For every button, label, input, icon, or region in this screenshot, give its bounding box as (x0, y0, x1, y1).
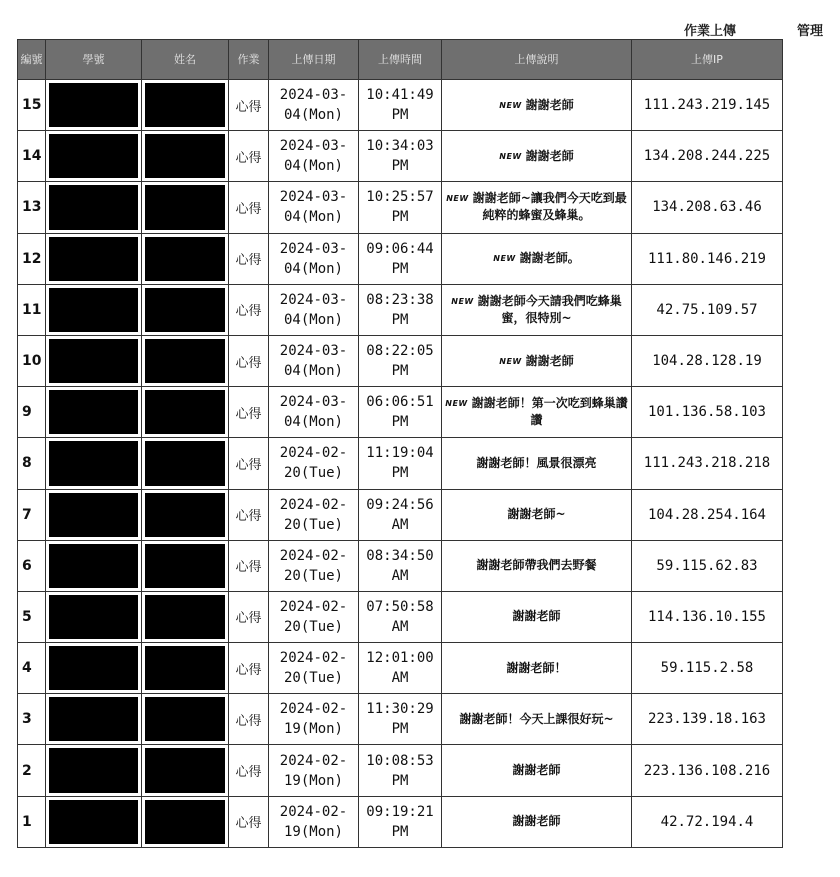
upload-ip: 104.28.254.164 (632, 489, 783, 540)
redacted-block (145, 697, 225, 741)
description-text: 謝謝老師今天請我們吃蜂巢蜜，很特別~ (477, 293, 622, 325)
redacted-block (145, 800, 225, 844)
header-num: 編號 (18, 40, 46, 80)
upload-date: 2024-03-04(Mon) (269, 233, 359, 284)
table-row (18, 745, 783, 796)
row-number: 5 (18, 591, 46, 642)
redacted-block (145, 134, 225, 178)
student-id-cell (46, 745, 142, 796)
upload-ip: 59.115.2.58 (632, 643, 783, 694)
student-id-cell (46, 591, 142, 642)
row-number: 11 (18, 284, 46, 335)
student-id-cell (46, 438, 142, 489)
table-row (18, 335, 783, 386)
upload-description[interactable] (442, 796, 632, 847)
student-name-cell (142, 591, 229, 642)
upload-description[interactable] (442, 131, 632, 182)
homework-type: 心得 (229, 796, 269, 847)
student-name-cell (142, 796, 229, 847)
upload-ip: 114.136.10.155 (632, 591, 783, 642)
upload-time: 08:23:38 PM (359, 284, 442, 335)
upload-description[interactable] (442, 489, 632, 540)
description-text: 謝謝老師 (512, 609, 561, 624)
row-number: 9 (18, 387, 46, 438)
redacted-block (49, 134, 138, 178)
upload-ip: 42.72.194.4 (632, 796, 783, 847)
upload-time: 12:01:00 AM (359, 643, 442, 694)
homework-type: 心得 (229, 591, 269, 642)
upload-time: 10:25:57 PM (359, 182, 442, 233)
upload-ip: 111.243.218.218 (632, 438, 783, 489)
header-upload-date: 上傳日期 (269, 40, 359, 80)
upload-description[interactable] (442, 643, 632, 694)
redacted-block (49, 544, 138, 588)
upload-description[interactable] (442, 694, 632, 745)
table-row (18, 796, 783, 847)
student-id-cell (46, 182, 142, 233)
upload-ip: 104.28.128.19 (632, 335, 783, 386)
table-row (18, 131, 783, 182)
upload-ip: 42.75.109.57 (632, 284, 783, 335)
student-name-cell (142, 489, 229, 540)
redacted-block (145, 339, 225, 383)
student-id-cell (46, 694, 142, 745)
upload-ip: 111.243.219.145 (632, 80, 783, 131)
student-name-cell (142, 335, 229, 386)
upload-description[interactable] (442, 540, 632, 591)
description-text: 謝謝老師 (512, 763, 561, 778)
student-name-cell (142, 540, 229, 591)
student-name-cell (142, 438, 229, 489)
upload-date: 2024-02-20(Tue) (269, 489, 359, 540)
homework-type: 心得 (229, 489, 269, 540)
upload-time: 09:19:21 PM (359, 796, 442, 847)
student-name-cell (142, 131, 229, 182)
upload-time: 10:08:53 PM (359, 745, 442, 796)
row-number: 13 (18, 182, 46, 233)
row-number: 6 (18, 540, 46, 591)
redacted-block (49, 288, 138, 332)
manage-link[interactable]: 管理 (797, 24, 824, 39)
row-number: 2 (18, 745, 46, 796)
upload-description[interactable] (442, 233, 632, 284)
homework-type: 心得 (229, 438, 269, 489)
homework-type: 心得 (229, 131, 269, 182)
upload-time: 11:19:04 PM (359, 438, 442, 489)
homework-type: 心得 (229, 284, 269, 335)
redacted-block (145, 390, 225, 434)
redacted-block (145, 441, 225, 485)
upload-date: 2024-02-20(Tue) (269, 643, 359, 694)
upload-description[interactable] (442, 80, 632, 131)
table-row (18, 694, 783, 745)
upload-description[interactable] (442, 387, 632, 438)
student-id-cell (46, 489, 142, 540)
homework-type: 心得 (229, 80, 269, 131)
new-badge: NEW (446, 194, 469, 204)
student-name-cell (142, 643, 229, 694)
redacted-block (49, 441, 138, 485)
upload-date: 2024-03-04(Mon) (269, 387, 359, 438)
table-row (18, 489, 783, 540)
student-id-cell (46, 335, 142, 386)
upload-description[interactable] (442, 591, 632, 642)
table-row (18, 643, 783, 694)
row-number: 4 (18, 643, 46, 694)
row-number: 1 (18, 796, 46, 847)
upload-description[interactable] (442, 438, 632, 489)
redacted-block (49, 748, 138, 792)
homework-type: 心得 (229, 335, 269, 386)
homework-type: 心得 (229, 182, 269, 233)
upload-ip: 134.208.244.225 (632, 131, 783, 182)
student-id-cell (46, 643, 142, 694)
redacted-block (145, 493, 225, 537)
upload-description[interactable] (442, 182, 632, 233)
description-text: 謝謝老師！第一次吃到蜂巢讚讚 (471, 396, 628, 428)
redacted-block (49, 646, 138, 690)
redacted-block (49, 185, 138, 229)
row-number: 15 (18, 80, 46, 131)
new-badge: NEW (499, 356, 522, 366)
upload-date: 2024-03-04(Mon) (269, 182, 359, 233)
upload-description[interactable] (442, 745, 632, 796)
upload-ip: 59.115.62.83 (632, 540, 783, 591)
homework-type: 心得 (229, 745, 269, 796)
description-text: 謝謝老師！ (506, 660, 567, 675)
table-header-row (18, 40, 783, 80)
redacted-block (49, 83, 138, 127)
upload-time: 08:34:50 AM (359, 540, 442, 591)
description-text: 謝謝老師 (525, 148, 574, 163)
upload-time: 10:41:49 PM (359, 80, 442, 131)
homework-type: 心得 (229, 387, 269, 438)
student-name-cell (142, 694, 229, 745)
table-row (18, 80, 783, 131)
student-id-cell (46, 387, 142, 438)
redacted-block (145, 748, 225, 792)
student-name-cell (142, 182, 229, 233)
upload-date: 2024-02-19(Mon) (269, 796, 359, 847)
table-row (18, 540, 783, 591)
redacted-block (49, 237, 138, 281)
student-name-cell (142, 284, 229, 335)
upload-time: 09:06:44 PM (359, 233, 442, 284)
new-badge: NEW (499, 100, 522, 110)
upload-date: 2024-03-04(Mon) (269, 131, 359, 182)
redacted-block (145, 544, 225, 588)
upload-ip: 111.80.146.219 (632, 233, 783, 284)
row-number: 12 (18, 233, 46, 284)
table-row (18, 284, 783, 335)
description-text: 謝謝老師帶我們去野餐 (476, 558, 597, 573)
homework-type: 心得 (229, 540, 269, 591)
upload-time: 08:22:05 PM (359, 335, 442, 386)
redacted-block (49, 390, 138, 434)
header-student-id: 學號 (46, 40, 142, 80)
upload-date: 2024-02-20(Tue) (269, 540, 359, 591)
redacted-block (49, 339, 138, 383)
new-badge: NEW (451, 296, 474, 306)
description-text: 謝謝老師~ (507, 507, 566, 522)
row-number: 7 (18, 489, 46, 540)
row-number: 10 (18, 335, 46, 386)
upload-date: 2024-03-04(Mon) (269, 284, 359, 335)
header-homework: 作業 (229, 40, 269, 80)
header-name: 姓名 (142, 40, 229, 80)
redacted-block (145, 237, 225, 281)
student-name-cell (142, 233, 229, 284)
student-name-cell (142, 745, 229, 796)
student-id-cell (46, 131, 142, 182)
row-number: 14 (18, 131, 46, 182)
redacted-block (145, 595, 225, 639)
homework-type: 心得 (229, 694, 269, 745)
upload-description[interactable] (442, 335, 632, 386)
redacted-block (49, 595, 138, 639)
student-id-cell (46, 80, 142, 131)
redacted-block (145, 646, 225, 690)
upload-ip: 134.208.63.46 (632, 182, 783, 233)
upload-ip: 223.136.108.216 (632, 745, 783, 796)
homework-upload-link[interactable]: 作業上傳 (684, 24, 737, 39)
redacted-block (145, 288, 225, 332)
description-text: 謝謝老師 (512, 814, 561, 829)
description-text: 謝謝老師！風景很漂亮 (476, 455, 597, 470)
table-row (18, 233, 783, 284)
upload-ip: 223.139.18.163 (632, 694, 783, 745)
table-row (18, 387, 783, 438)
description-text: 謝謝老師。 (519, 251, 580, 266)
student-id-cell (46, 796, 142, 847)
row-number: 8 (18, 438, 46, 489)
header-upload-ip: 上傳IP (632, 40, 783, 80)
redacted-block (145, 83, 225, 127)
student-name-cell (142, 80, 229, 131)
upload-time: 11:30:29 PM (359, 694, 442, 745)
upload-time: 07:50:58 AM (359, 591, 442, 642)
upload-time: 09:24:56 AM (359, 489, 442, 540)
upload-time: 10:34:03 PM (359, 131, 442, 182)
table-row (18, 182, 783, 233)
student-name-cell (142, 387, 229, 438)
upload-records-table (17, 39, 783, 848)
description-text: 謝謝老師 (525, 97, 574, 112)
upload-date: 2024-02-19(Mon) (269, 745, 359, 796)
upload-description[interactable] (442, 284, 632, 335)
homework-type: 心得 (229, 643, 269, 694)
student-id-cell (46, 233, 142, 284)
upload-time: 06:06:51 PM (359, 387, 442, 438)
redacted-block (49, 697, 138, 741)
table-row (18, 438, 783, 489)
new-badge: NEW (445, 399, 468, 409)
header-upload-time: 上傳時間 (359, 40, 442, 80)
redacted-block (145, 185, 225, 229)
upload-date: 2024-03-04(Mon) (269, 80, 359, 131)
description-text: 謝謝老師~讓我們今天吃到最純粹的蜂蜜及蜂巢。 (472, 191, 627, 223)
new-badge: NEW (493, 254, 516, 264)
upload-date: 2024-02-20(Tue) (269, 591, 359, 642)
student-id-cell (46, 284, 142, 335)
student-id-cell (46, 540, 142, 591)
upload-date: 2024-02-19(Mon) (269, 694, 359, 745)
header-description: 上傳說明 (442, 40, 632, 80)
upload-ip: 101.136.58.103 (632, 387, 783, 438)
description-text: 謝謝老師 (525, 353, 574, 368)
row-number: 3 (18, 694, 46, 745)
description-text: 謝謝老師！今天上課很好玩~ (459, 711, 614, 726)
redacted-block (49, 493, 138, 537)
table-row (18, 591, 783, 642)
new-badge: NEW (499, 151, 522, 161)
redacted-block (49, 800, 138, 844)
upload-date: 2024-03-04(Mon) (269, 335, 359, 386)
upload-date: 2024-02-20(Tue) (269, 438, 359, 489)
homework-type: 心得 (229, 233, 269, 284)
